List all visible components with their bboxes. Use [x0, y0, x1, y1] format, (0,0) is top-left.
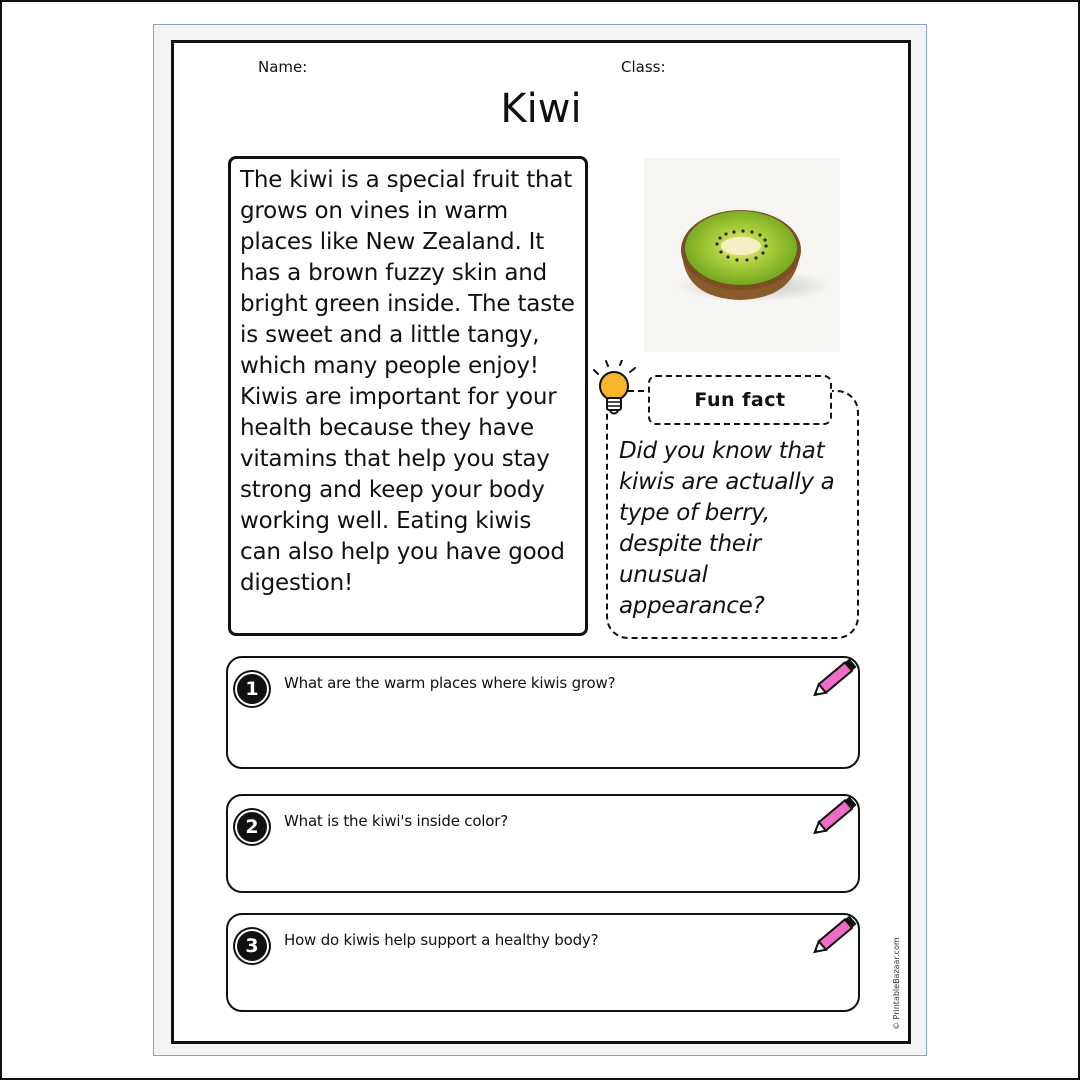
- question-box-3[interactable]: [226, 913, 860, 1012]
- reading-passage-text: The kiwi is a special fruit that grows on vines in warm places like New Zealand. It has a brown fuzzy skin and bright green inside. The taste is sweet and a little tangy, which many people enjoy! Kiwis are important for your health because they have vitamins that help you stay strong and keep your body working well. Eating kiwis can also help you have good digestion!: [240, 167, 575, 596]
- pencil-icon: [812, 650, 864, 702]
- fun-fact-label: Fun fact: [648, 375, 832, 425]
- page-title: Kiwi: [500, 86, 582, 132]
- class-label: Class:: [621, 58, 666, 76]
- question-text-1: What are the warm places where kiwis grow?: [284, 674, 616, 692]
- copyright-credit: © PrintableBazaar.com: [892, 937, 901, 1030]
- question-box-1[interactable]: [226, 656, 860, 769]
- lightbulb-icon: [592, 360, 642, 422]
- question-text-3: How do kiwis help support a healthy body?: [284, 931, 599, 949]
- kiwi-half-image: [644, 158, 840, 352]
- question-number-3: 3: [237, 931, 267, 961]
- name-label: Name:: [258, 58, 308, 76]
- question-number-2: 2: [237, 812, 267, 842]
- pencil-icon: [812, 788, 864, 840]
- fun-fact-text: Did you know that kiwis are actually a type of berry, despite their unusual appearance?: [619, 438, 835, 619]
- reading-passage-box: [228, 156, 588, 636]
- question-number-1: 1: [237, 674, 267, 704]
- pencil-icon: [812, 907, 864, 959]
- question-text-2: What is the kiwi's inside color?: [284, 812, 508, 830]
- question-box-2[interactable]: [226, 794, 860, 893]
